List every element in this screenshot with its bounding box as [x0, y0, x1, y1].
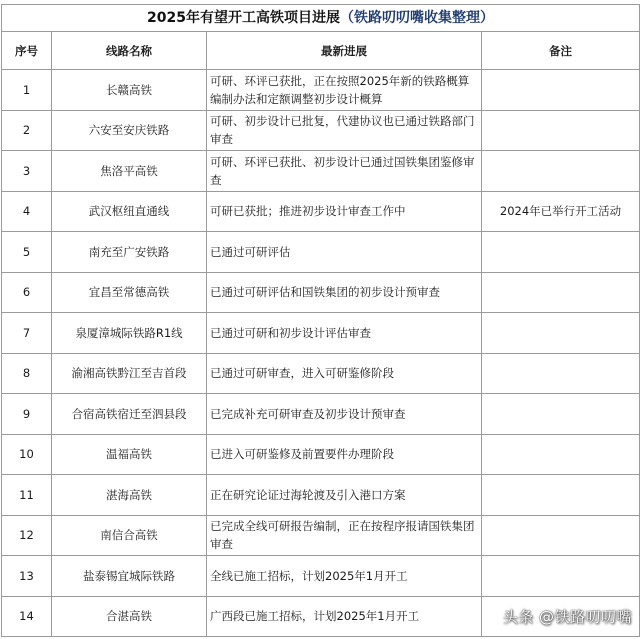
table-row [2, 556, 640, 597]
cell-progress: 已通过可研评估和国铁集团的初步设计预审查 [207, 272, 482, 313]
cell-no: 1 [2, 70, 52, 111]
cell-line-name: 南信合高铁 [52, 515, 207, 556]
cell-line-name: 长赣高铁 [52, 70, 207, 111]
cell-line-name: 焦洛平高铁 [52, 151, 207, 192]
cell-line-name: 宜昌至常德高铁 [52, 272, 207, 313]
cell-line-name: 合宿高铁宿迁至泗县段 [52, 394, 207, 435]
cell-no: 11 [2, 475, 52, 516]
cell-no: 7 [2, 313, 52, 354]
header-note: 备注 [482, 32, 640, 70]
cell-no: 9 [2, 394, 52, 435]
cell-line-name: 温福高铁 [52, 434, 207, 475]
header-no: 序号 [2, 32, 52, 70]
cell-note [482, 556, 640, 597]
cell-no: 12 [2, 515, 52, 556]
cell-progress: 全线已施工招标，计划2025年1月开工 [207, 556, 482, 597]
cell-no: 14 [2, 596, 52, 637]
cell-no: 10 [2, 434, 52, 475]
cell-note [482, 475, 640, 516]
cell-line-name: 六安至安庆铁路 [52, 110, 207, 151]
cell-no: 3 [2, 151, 52, 192]
cell-note [482, 70, 640, 111]
cell-note [482, 434, 640, 475]
header-progress: 最新进展 [207, 32, 482, 70]
table-row [2, 515, 640, 556]
cell-progress: 可研、环评已获批、初步设计已通过国铁集团鉴修审查 [207, 151, 482, 192]
cell-note [482, 353, 640, 394]
cell-note [482, 110, 640, 151]
watermark: 头条 @铁路叨叨嘴 [502, 608, 632, 626]
table-row [2, 475, 640, 516]
title-source: （铁路叨叨嘴收集整理） [340, 10, 494, 26]
table-row [2, 232, 640, 273]
cell-progress: 已通过可研审查，进入可研鉴修阶段 [207, 353, 482, 394]
cell-progress: 已完成补充可研审查及初步设计预审查 [207, 394, 482, 435]
table-row [2, 110, 640, 151]
cell-progress: 可研已获批；推进初步设计审查工作中 [207, 191, 482, 232]
cell-no: 5 [2, 232, 52, 273]
cell-no: 2 [2, 110, 52, 151]
header-row [2, 32, 640, 70]
table-title [2, 5, 640, 32]
cell-no: 4 [2, 191, 52, 232]
cell-note [482, 394, 640, 435]
cell-progress: 可研、环评已获批，正在按照2025年新的铁路概算编制办法和定额调整初步设计概算 [207, 70, 482, 111]
cell-line-name: 合湛高铁 [52, 596, 207, 637]
table-row [2, 151, 640, 192]
cell-note [482, 151, 640, 192]
cell-progress: 可研、初步设计已批复，代建协议也已通过铁路部门审查 [207, 110, 482, 151]
table-row [2, 70, 640, 111]
table-row [2, 313, 640, 354]
cell-progress: 已通过可研和初步设计评估审查 [207, 313, 482, 354]
cell-progress: 已通过可研评估 [207, 232, 482, 273]
cell-note [482, 232, 640, 273]
cell-progress: 已完成全线可研报告编制，正在按程序报请国铁集团审查 [207, 515, 482, 556]
table-row [2, 394, 640, 435]
cell-no: 8 [2, 353, 52, 394]
cell-no: 6 [2, 272, 52, 313]
cell-line-name: 湛海高铁 [52, 475, 207, 516]
cell-no: 13 [2, 556, 52, 597]
table-row [2, 191, 640, 232]
cell-note: 2024年已举行开工活动 [482, 191, 640, 232]
cell-note [482, 313, 640, 354]
cell-progress: 广西段已施工招标，计划2025年1月开工 [207, 596, 482, 637]
title-row [2, 5, 640, 32]
cell-note [482, 272, 640, 313]
title-main: 2025年有望开工高铁项目进展 [147, 10, 340, 26]
cell-line-name: 南充至广安铁路 [52, 232, 207, 273]
cell-line-name: 泉厦漳城际铁路R1线 [52, 313, 207, 354]
project-table [1, 4, 640, 637]
table-row [2, 434, 640, 475]
table-row [2, 353, 640, 394]
table-row [2, 272, 640, 313]
cell-line-name: 武汉枢纽直通线 [52, 191, 207, 232]
cell-progress: 已进入可研鉴修及前置要件办理阶段 [207, 434, 482, 475]
cell-note [482, 515, 640, 556]
cell-line-name: 渝湘高铁黔江至吉首段 [52, 353, 207, 394]
cell-line-name: 盐泰锡宜城际铁路 [52, 556, 207, 597]
cell-progress: 正在研究论证过海轮渡及引入港口方案 [207, 475, 482, 516]
header-line: 线路名称 [52, 32, 207, 70]
